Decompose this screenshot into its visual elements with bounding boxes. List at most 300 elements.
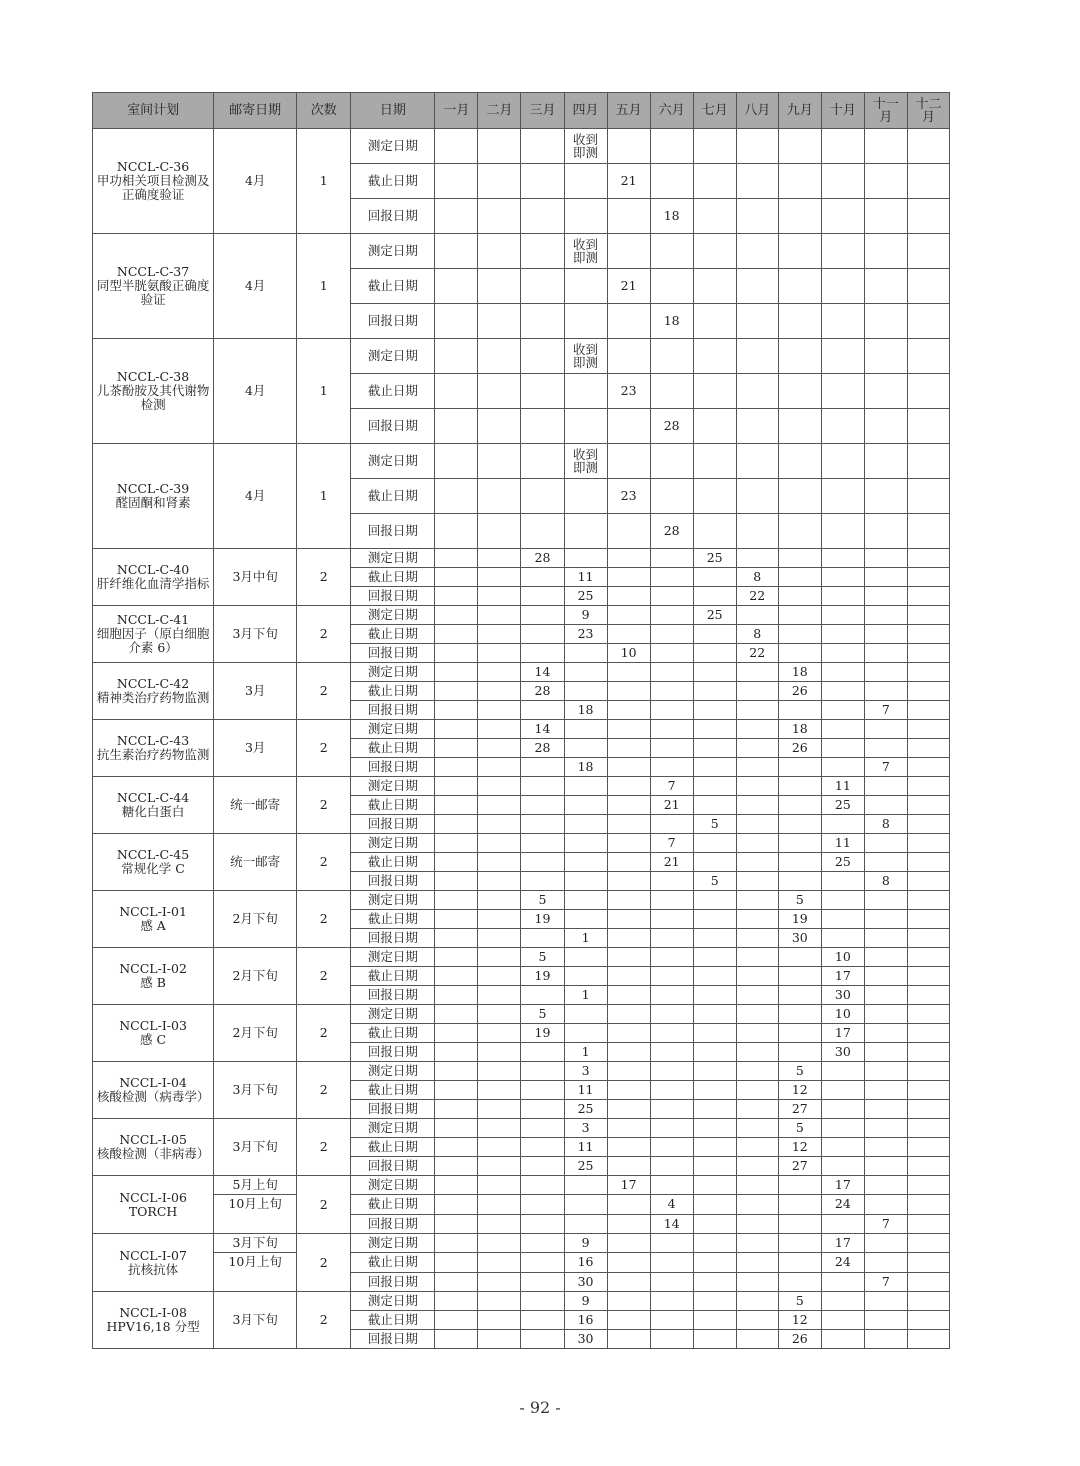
month-cell: [864, 834, 907, 853]
month-cell: [564, 269, 607, 304]
month-cell: [478, 929, 521, 948]
month-value: 14: [534, 721, 551, 736]
month-cell: [907, 834, 949, 853]
month-cell: [693, 514, 736, 549]
month-cell: [650, 663, 693, 682]
month-cell: [650, 834, 693, 853]
month-value: 30: [834, 1044, 851, 1059]
month-cell: [821, 701, 864, 720]
month-cell: [478, 1195, 521, 1214]
table-row: [93, 444, 950, 479]
month-cell: [478, 1119, 521, 1138]
month-cell: [821, 269, 864, 304]
mail-date-cell: [214, 1176, 297, 1234]
month-value: 19: [534, 1025, 551, 1040]
month-cell: [478, 1157, 521, 1176]
month-cell: [650, 1311, 693, 1330]
month-cell: [778, 1311, 821, 1330]
month-cell: [521, 1119, 564, 1138]
month-cell: [693, 1195, 736, 1214]
month-cell: [907, 1234, 949, 1253]
month-cell: [864, 164, 907, 199]
month-cell: [778, 948, 821, 967]
month-value: 8: [753, 569, 762, 584]
date-type-label: 回报日期: [351, 929, 435, 948]
month-cell: [778, 374, 821, 409]
month-cell: [650, 587, 693, 606]
month-cell: [821, 1138, 864, 1157]
month-cell: [607, 304, 650, 339]
date-type-label: 测定日期: [351, 1292, 435, 1311]
month-cell: [478, 587, 521, 606]
month-cell: [778, 625, 821, 644]
month-cell: [607, 948, 650, 967]
month-value: 27: [791, 1158, 808, 1173]
program-code: NCCL-C-42: [116, 676, 190, 691]
month-cell: [907, 739, 949, 758]
program-code: NCCL-C-36: [116, 159, 190, 174]
month-cell: [907, 374, 949, 409]
column-header: [864, 93, 907, 129]
program-name: 精神类治疗药物监测: [96, 690, 210, 705]
month-value: 5: [538, 949, 547, 964]
month-cell: [821, 1005, 864, 1024]
column-header: 六月: [650, 93, 693, 129]
program-code: NCCL-C-40: [116, 562, 190, 577]
month-cell: [907, 568, 949, 587]
month-cell: [736, 948, 778, 967]
month-cell: [650, 758, 693, 777]
month-cell: [650, 815, 693, 834]
month-value: 30: [577, 1273, 594, 1289]
times-cell: 1: [297, 444, 351, 549]
table-row: [93, 1176, 950, 1195]
month-cell: [736, 606, 778, 625]
month-cell: [778, 1195, 821, 1214]
month-cell: [521, 1005, 564, 1024]
month-cell: [435, 1043, 478, 1062]
mail-date-cell: 3月中旬: [214, 549, 297, 606]
month-cell: [736, 339, 778, 374]
month-cell: [435, 568, 478, 587]
month-cell: [736, 663, 778, 682]
program-cell: [93, 444, 214, 549]
month-value: 23: [577, 626, 594, 641]
month-cell: [435, 606, 478, 625]
month-cell: [521, 967, 564, 986]
month-cell: [821, 1253, 864, 1272]
month-cell: [821, 1272, 864, 1291]
month-cell: [736, 1081, 778, 1100]
month-cell: [693, 1119, 736, 1138]
mail-date-cell: 4月: [214, 444, 297, 549]
month-cell: [564, 479, 607, 514]
month-cell: [693, 1138, 736, 1157]
month-cell: [864, 1100, 907, 1119]
month-cell: [478, 1176, 521, 1195]
month-cell: [521, 796, 564, 815]
month-cell: [778, 568, 821, 587]
month-cell: [693, 891, 736, 910]
program-name: 糖化白蛋白: [121, 804, 185, 819]
month-cell: [650, 644, 693, 663]
month-value: 8: [881, 816, 890, 831]
month-cell: [607, 663, 650, 682]
date-type-label: 回报日期: [351, 644, 435, 663]
month-cell: [736, 625, 778, 644]
month-cell: [693, 872, 736, 891]
month-cell: [478, 1272, 521, 1291]
month-cell: [736, 444, 778, 479]
month-value: 28: [534, 550, 551, 565]
month-cell: [521, 1043, 564, 1062]
month-cell: [607, 1024, 650, 1043]
month-cell: [521, 164, 564, 199]
table-row: [93, 663, 950, 682]
month-cell: [821, 587, 864, 606]
month-cell: [435, 834, 478, 853]
times-cell: 2: [297, 606, 351, 663]
month-cell: [478, 1234, 521, 1253]
date-type-label: 截止日期: [351, 1081, 435, 1100]
month-cell: [564, 1176, 607, 1195]
month-value: 25: [706, 607, 723, 622]
month-cell: [564, 796, 607, 815]
month-cell: [907, 1138, 949, 1157]
month-cell: [693, 682, 736, 701]
month-cell: [564, 872, 607, 891]
month-cell: [564, 891, 607, 910]
month-cell: [521, 1081, 564, 1100]
month-cell: [521, 986, 564, 1005]
month-cell: [736, 1292, 778, 1311]
table-row: [93, 777, 950, 796]
month-cell: [435, 625, 478, 644]
month-cell: [778, 1005, 821, 1024]
month-cell: [564, 682, 607, 701]
month-cell: [435, 872, 478, 891]
month-cell: [564, 663, 607, 682]
month-cell: [778, 929, 821, 948]
month-cell: [736, 1138, 778, 1157]
month-cell: [435, 514, 478, 549]
month-cell: [650, 1024, 693, 1043]
month-cell: [736, 1024, 778, 1043]
month-cell: [435, 269, 478, 304]
date-type-label: 回报日期: [351, 1214, 435, 1233]
month-cell: [435, 1119, 478, 1138]
month-cell: [521, 444, 564, 479]
month-value: 28: [534, 683, 551, 698]
month-cell: [778, 967, 821, 986]
month-cell: [478, 568, 521, 587]
month-cell: [693, 587, 736, 606]
month-value: 17: [834, 968, 851, 983]
month-cell: [778, 1176, 821, 1195]
month-cell: [607, 164, 650, 199]
month-value: 5: [795, 1293, 804, 1308]
month-cell: [907, 587, 949, 606]
month-cell: [864, 1119, 907, 1138]
month-cell: [693, 1272, 736, 1291]
month-cell: [650, 1234, 693, 1253]
month-cell: [521, 1234, 564, 1253]
month-cell: [736, 479, 778, 514]
month-value: 7: [667, 835, 676, 850]
month-cell: [650, 304, 693, 339]
month-cell: [650, 1062, 693, 1081]
month-cell: [907, 514, 949, 549]
month-cell: [478, 269, 521, 304]
table-row: [93, 339, 950, 374]
month-cell: [521, 568, 564, 587]
month-cell: [864, 967, 907, 986]
month-cell: [478, 967, 521, 986]
month-cell: [864, 409, 907, 444]
month-cell: [521, 929, 564, 948]
month-cell: [478, 304, 521, 339]
month-cell: [607, 1292, 650, 1311]
times-cell: 2: [297, 549, 351, 606]
month-cell: [607, 269, 650, 304]
month-cell: [693, 1024, 736, 1043]
month-cell: [564, 929, 607, 948]
month-cell: [907, 1119, 949, 1138]
date-type-label: 测定日期: [351, 891, 435, 910]
table-row: [93, 234, 950, 269]
month-value: 27: [791, 1101, 808, 1116]
month-cell: [521, 1292, 564, 1311]
month-cell: [650, 739, 693, 758]
month-cell: [435, 1157, 478, 1176]
month-cell: [864, 796, 907, 815]
month-cell: [864, 1330, 907, 1349]
month-cell: [521, 304, 564, 339]
month-cell: [435, 409, 478, 444]
month-value: 1: [581, 987, 590, 1002]
month-cell: [650, 1272, 693, 1291]
month-value: 16: [577, 1312, 594, 1327]
month-cell: [907, 1330, 949, 1349]
program-cell: [93, 606, 214, 663]
month-cell: [864, 853, 907, 872]
month-cell: [907, 199, 949, 234]
month-cell: [778, 199, 821, 234]
month-cell: [435, 1100, 478, 1119]
month-cell: [607, 1272, 650, 1291]
month-cell: [607, 1214, 650, 1233]
month-cell: [607, 199, 650, 234]
month-cell: [607, 444, 650, 479]
month-value: 3: [581, 1063, 590, 1078]
month-cell: [650, 1100, 693, 1119]
mail-date: 10月上旬: [228, 1196, 282, 1211]
month-cell: [864, 1253, 907, 1272]
month-cell: [435, 796, 478, 815]
month-cell: [907, 986, 949, 1005]
month-value: 28: [663, 523, 680, 538]
month-cell: [564, 1311, 607, 1330]
month-cell: [521, 682, 564, 701]
month-cell: [736, 682, 778, 701]
month-cell: [907, 1005, 949, 1024]
month-value: 21: [663, 797, 680, 812]
date-type-label: 测定日期: [351, 1176, 435, 1195]
month-cell: [778, 644, 821, 663]
table-row: [93, 129, 950, 164]
month-cell: [435, 1081, 478, 1100]
month-cell: [821, 409, 864, 444]
month-cell: [435, 701, 478, 720]
month-cell: [736, 549, 778, 568]
month-value: 1: [581, 930, 590, 945]
month-cell: [478, 986, 521, 1005]
date-type-label: 截止日期: [351, 625, 435, 644]
month-cell: [864, 444, 907, 479]
month-cell: [821, 1330, 864, 1349]
month-cell: [650, 967, 693, 986]
month-cell: [821, 129, 864, 164]
month-cell: [435, 1234, 478, 1253]
month-cell: [821, 1043, 864, 1062]
times-cell: 2: [297, 1292, 351, 1349]
month-cell: [435, 777, 478, 796]
program-code: NCCL-I-01: [119, 904, 187, 919]
program-code: NCCL-I-05: [119, 1132, 187, 1147]
month-cell: [907, 625, 949, 644]
month-cell: [478, 853, 521, 872]
month-cell: [564, 948, 607, 967]
month-cell: [693, 834, 736, 853]
month-cell: [693, 910, 736, 929]
month-cell: [907, 1081, 949, 1100]
month-cell: [864, 777, 907, 796]
mail-date-cell: 2月下旬: [214, 891, 297, 948]
month-value: 23: [620, 488, 637, 503]
mail-date-cell: 统一邮寄: [214, 777, 297, 834]
month-cell: [607, 739, 650, 758]
month-cell: [564, 834, 607, 853]
program-name: 常规化学 C: [121, 861, 185, 876]
month-cell: [564, 701, 607, 720]
month-cell: [736, 739, 778, 758]
month-cell: [736, 1195, 778, 1214]
month-cell: [736, 1157, 778, 1176]
date-type-label: 回报日期: [351, 1330, 435, 1349]
month-cell: [907, 129, 949, 164]
month-cell: [821, 853, 864, 872]
month-cell: [864, 1292, 907, 1311]
date-type-label: 截止日期: [351, 796, 435, 815]
month-value: 10: [620, 645, 637, 660]
date-type-label: 测定日期: [351, 234, 435, 269]
date-type-label: 回报日期: [351, 409, 435, 444]
month-cell: [778, 234, 821, 269]
program-cell: [93, 234, 214, 339]
mail-date: 3月下旬: [214, 1234, 296, 1253]
program-cell: [93, 1176, 214, 1234]
month-cell: [650, 129, 693, 164]
month-value: 14: [534, 664, 551, 679]
month-cell: [864, 269, 907, 304]
month-cell: [478, 1081, 521, 1100]
month-cell: [564, 1330, 607, 1349]
month-cell: [821, 234, 864, 269]
month-cell: [607, 1311, 650, 1330]
month-cell: [521, 1311, 564, 1330]
month-cell: [478, 606, 521, 625]
program-name: 肝纤维化血清学指标: [96, 576, 210, 591]
month-cell: [478, 1100, 521, 1119]
month-cell: [736, 910, 778, 929]
month-cell: [907, 1062, 949, 1081]
column-header: 七月: [693, 93, 736, 129]
month-cell: [864, 1138, 907, 1157]
month-value: 19: [791, 911, 808, 926]
month-cell: [478, 514, 521, 549]
month-cell: [736, 796, 778, 815]
month-cell: [736, 269, 778, 304]
month-cell: [564, 129, 607, 164]
month-cell: [521, 1253, 564, 1272]
month-value: 5: [710, 873, 719, 888]
column-header: 一月: [435, 93, 478, 129]
mail-date-cell: 3月: [214, 720, 297, 777]
times-cell: 1: [297, 129, 351, 234]
month-cell: [521, 872, 564, 891]
month-value: 收到即测: [573, 131, 599, 160]
month-cell: [607, 568, 650, 587]
date-type-label: 截止日期: [351, 269, 435, 304]
month-cell: [521, 374, 564, 409]
month-cell: [693, 1214, 736, 1233]
month-cell: [907, 549, 949, 568]
month-cell: [693, 269, 736, 304]
program-cell: [93, 1234, 214, 1292]
month-cell: [736, 1234, 778, 1253]
month-cell: [907, 929, 949, 948]
month-cell: [778, 164, 821, 199]
month-cell: [736, 967, 778, 986]
month-cell: [521, 834, 564, 853]
month-cell: [650, 1157, 693, 1176]
month-cell: [736, 1119, 778, 1138]
month-cell: [821, 514, 864, 549]
month-cell: [478, 1311, 521, 1330]
month-cell: [821, 625, 864, 644]
month-cell: [864, 1214, 907, 1233]
month-cell: [907, 758, 949, 777]
month-cell: [907, 644, 949, 663]
month-cell: [607, 701, 650, 720]
table-body: [93, 129, 950, 1349]
program-code: NCCL-I-06: [119, 1189, 187, 1205]
month-cell: [435, 644, 478, 663]
month-cell: [564, 1100, 607, 1119]
mail-date-cell: 统一邮寄: [214, 834, 297, 891]
month-cell: [778, 549, 821, 568]
program-cell: [93, 129, 214, 234]
month-cell: [821, 948, 864, 967]
month-cell: [693, 739, 736, 758]
month-cell: [607, 891, 650, 910]
month-cell: [864, 1062, 907, 1081]
month-cell: [435, 891, 478, 910]
month-cell: [564, 910, 607, 929]
month-cell: [907, 948, 949, 967]
program-cell: [93, 834, 214, 891]
month-cell: [778, 720, 821, 739]
